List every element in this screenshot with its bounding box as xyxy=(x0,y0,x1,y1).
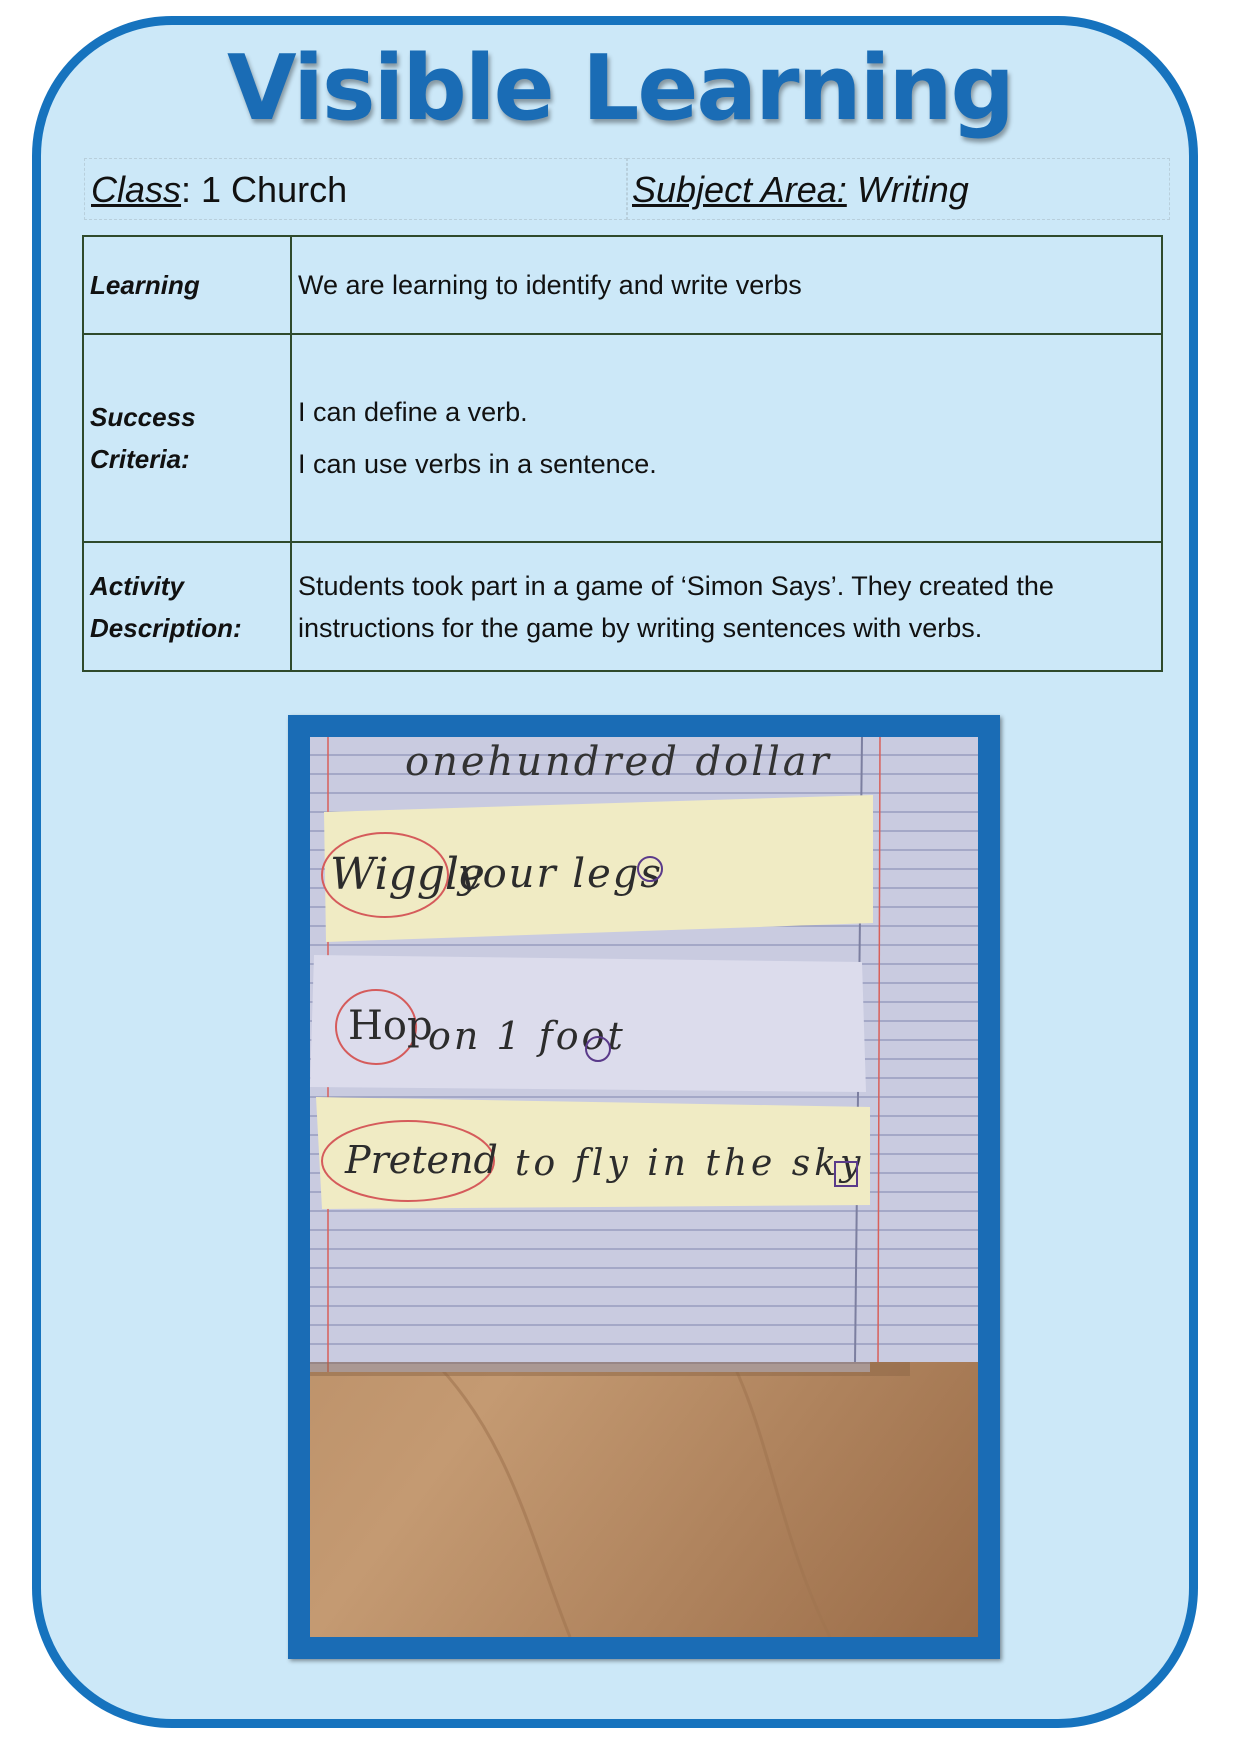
strip-1-verb: Wiggle xyxy=(330,849,485,900)
notebook-heading: onehundred dollar xyxy=(405,739,832,785)
strip-2-rest: on 1 foot xyxy=(428,1014,626,1058)
success-label-line1: Success xyxy=(90,402,196,432)
activity-label-line2: Description: xyxy=(90,612,242,643)
table-row-activity xyxy=(83,542,1162,671)
subject-value: Writing xyxy=(856,169,969,210)
student-work-illustration xyxy=(310,737,978,1637)
activity-description-cell xyxy=(291,542,1162,671)
subject-label: Subject Area: xyxy=(632,169,847,210)
strip-3-rest: to fly in the sky xyxy=(515,1143,865,1184)
learning-table xyxy=(82,235,1163,672)
table-row-success-criteria xyxy=(83,334,1162,542)
activity-line-2: instructions for the game by writing sentences with verbs. xyxy=(298,612,983,643)
class-label: Class xyxy=(91,169,182,210)
learning-text-cell xyxy=(291,236,1162,334)
success-item-2: I can use verbs in a sentence. xyxy=(298,449,657,479)
success-label-cell xyxy=(83,334,291,542)
table-row-learning xyxy=(83,236,1162,334)
class-field xyxy=(84,158,627,220)
success-item-1: I can define a verb. xyxy=(298,397,528,427)
learning-text: We are learning to identify and write verbs xyxy=(298,269,802,300)
strip-3-verb: Pretend xyxy=(345,1138,498,1182)
success-criteria-cell xyxy=(291,334,1162,542)
strip-1-rest: your legs xyxy=(458,851,663,897)
activity-line-1: Students took part in a game of ‘Simon Says’. They created the xyxy=(298,570,1054,601)
student-work-photo xyxy=(310,737,978,1637)
photo-frame xyxy=(288,715,1000,1659)
page-title: Visible Learning xyxy=(227,36,1013,141)
class-value: : 1 Church xyxy=(181,169,348,210)
subject-field xyxy=(627,158,1170,220)
learning-label: Learning xyxy=(90,269,200,300)
strip-2-verb: Hop xyxy=(348,1003,433,1049)
activity-label-cell xyxy=(83,542,291,671)
activity-label-line1: Activity xyxy=(90,570,184,601)
learning-label-cell xyxy=(83,236,291,334)
success-label-line2: Criteria: xyxy=(90,444,190,474)
